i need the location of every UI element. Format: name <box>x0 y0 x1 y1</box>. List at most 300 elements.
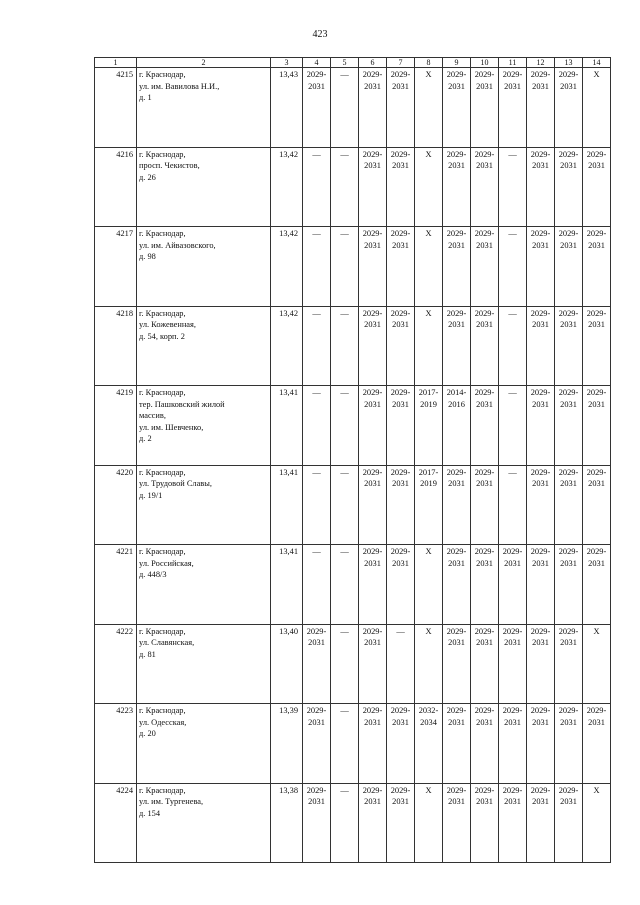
period-cell <box>331 465 359 545</box>
column-number-cell: 4 <box>303 58 331 68</box>
period-cell <box>499 306 527 386</box>
period-text: 2031 <box>392 240 409 250</box>
period-cell <box>555 227 583 307</box>
period-text: 2031 <box>532 638 549 648</box>
period-text: 2031 <box>532 479 549 489</box>
period-cell <box>387 386 415 466</box>
period-text: 2031 <box>588 399 605 409</box>
period-text: 2031 <box>392 558 409 568</box>
period-cell <box>303 465 331 545</box>
period-cell <box>471 227 499 307</box>
period-text: 2031 <box>560 81 577 91</box>
period-text: 2031 <box>504 558 521 568</box>
period-cell <box>387 227 415 307</box>
period-text: 2031 <box>476 717 493 727</box>
period-text: 2031 <box>560 717 577 727</box>
period-cell <box>331 386 359 466</box>
address-line: д. 448/3 <box>139 570 167 580</box>
period-text: 2031 <box>560 797 577 807</box>
period-cell <box>555 386 583 466</box>
period-cell <box>415 147 443 227</box>
period-cell <box>583 306 611 386</box>
period-text: 2031 <box>448 797 465 807</box>
period-text: — <box>396 626 405 636</box>
period-cell <box>555 545 583 625</box>
period-text: 2031 <box>532 81 549 91</box>
period-text: 2031 <box>392 161 409 171</box>
address-line: тер. Пашковский жилой <box>139 399 225 409</box>
address-line: ул. Славянская, <box>139 638 195 648</box>
period-text: 2029- <box>558 706 579 715</box>
period-text: 2031 <box>448 320 465 330</box>
period-cell <box>303 68 331 148</box>
period-text: 2029- <box>390 547 411 556</box>
period-cell <box>387 68 415 148</box>
address-line: г. Краснодар, <box>139 785 186 795</box>
address-line: д. 19/1 <box>139 490 163 500</box>
period-text: 2031 <box>392 320 409 330</box>
period-cell <box>303 545 331 625</box>
address-line: г. Краснодар, <box>139 229 186 238</box>
period-text: X <box>425 547 432 556</box>
period-cell <box>583 465 611 545</box>
period-text: 2029- <box>586 149 607 159</box>
address-line: г. Краснодар, <box>139 149 186 159</box>
period-text: 2029- <box>474 785 495 795</box>
period-text: 2019 <box>420 479 437 489</box>
period-text: 2029- <box>530 547 551 556</box>
period-text: 2031 <box>448 558 465 568</box>
address-line: ул. им. Шевченко, <box>139 422 204 432</box>
period-cell <box>583 386 611 466</box>
period-text: 2029- <box>530 626 551 636</box>
period-text: — <box>340 308 349 318</box>
period-text: 2029- <box>446 467 467 477</box>
period-text: 2029- <box>474 308 495 318</box>
column-number-cell: 12 <box>527 58 555 68</box>
period-cell <box>583 227 611 307</box>
period-cell <box>555 783 583 863</box>
table-row <box>95 783 611 863</box>
table-row <box>95 147 611 227</box>
column-number-row <box>95 58 611 68</box>
address-line: г. Краснодар, <box>139 70 186 79</box>
period-text: 2029- <box>586 467 607 477</box>
period-cell <box>527 465 555 545</box>
address-line: д. 20 <box>139 729 156 739</box>
period-cell <box>499 465 527 545</box>
period-text: 2029- <box>502 70 523 79</box>
period-text: 2031 <box>364 717 381 727</box>
table-row <box>95 386 611 466</box>
period-cell <box>527 704 555 784</box>
column-number-cell: 6 <box>359 58 387 68</box>
period-cell <box>443 624 471 704</box>
period-cell <box>387 624 415 704</box>
period-text: 2029- <box>446 626 467 636</box>
period-cell <box>471 386 499 466</box>
period-text: 2032- <box>418 706 439 715</box>
period-cell <box>443 147 471 227</box>
period-text: — <box>508 388 517 397</box>
period-text: 2029- <box>474 706 495 715</box>
period-cell <box>387 147 415 227</box>
address-cell <box>137 783 271 863</box>
column-number-cell: 10 <box>471 58 499 68</box>
period-cell <box>359 783 387 863</box>
value-cell: 13,40 <box>271 624 303 704</box>
period-text: 2031 <box>448 717 465 727</box>
period-text: 2031 <box>364 240 381 250</box>
period-text: 2031 <box>532 399 549 409</box>
record-number-cell: 4223 <box>95 704 137 784</box>
period-text: 2031 <box>560 320 577 330</box>
period-cell <box>443 386 471 466</box>
period-text: 2031 <box>476 240 493 250</box>
period-cell <box>443 68 471 148</box>
period-text: 2029- <box>586 229 607 238</box>
period-cell <box>499 783 527 863</box>
period-text: 2031 <box>364 558 381 568</box>
period-text: 2029- <box>446 547 467 556</box>
period-cell <box>527 783 555 863</box>
address-cell <box>137 465 271 545</box>
period-text: 2031 <box>588 558 605 568</box>
period-text: 2031 <box>476 797 493 807</box>
period-cell <box>303 386 331 466</box>
value-cell: 13,42 <box>271 227 303 307</box>
address-cell <box>137 386 271 466</box>
address-line: г. Краснодар, <box>139 467 186 477</box>
period-cell <box>527 386 555 466</box>
period-text: 2029- <box>362 785 383 795</box>
period-text: — <box>340 388 349 397</box>
period-text: 2031 <box>308 638 325 648</box>
period-cell <box>359 386 387 466</box>
address-line: г. Краснодар, <box>139 547 186 556</box>
page-number: 423 <box>312 29 328 40</box>
period-text: 2031 <box>476 320 493 330</box>
period-cell <box>359 147 387 227</box>
period-text: 2031 <box>476 558 493 568</box>
value-cell: 13,38 <box>271 783 303 863</box>
period-text: 2031 <box>364 399 381 409</box>
period-cell <box>415 624 443 704</box>
period-text: 2031 <box>504 638 521 648</box>
period-cell <box>527 545 555 625</box>
period-cell <box>443 545 471 625</box>
period-text: 2029- <box>474 467 495 477</box>
record-number-cell: 4222 <box>95 624 137 704</box>
period-text: — <box>312 467 321 477</box>
period-text: 2029- <box>558 229 579 238</box>
period-cell <box>499 227 527 307</box>
period-text: — <box>340 467 349 477</box>
period-cell <box>527 624 555 704</box>
address-line: ул. им. Вавилова Н.И., <box>139 81 220 91</box>
period-cell <box>527 68 555 148</box>
period-cell <box>527 227 555 307</box>
period-text: 2029- <box>558 467 579 477</box>
period-cell <box>555 68 583 148</box>
period-text: 2031 <box>448 81 465 91</box>
address-line: ул. Одесская, <box>139 717 187 727</box>
period-text: 2029- <box>530 308 551 318</box>
period-cell <box>303 624 331 704</box>
value-cell: 13,41 <box>271 386 303 466</box>
period-text: 2029- <box>362 308 383 318</box>
period-cell <box>303 704 331 784</box>
period-text: 2029- <box>390 706 411 715</box>
address-cell <box>137 624 271 704</box>
period-text: 2029- <box>446 149 467 159</box>
period-text: 2029- <box>558 626 579 636</box>
period-text: 2029- <box>362 229 383 238</box>
period-cell <box>331 783 359 863</box>
column-number-cell: 1 <box>95 58 137 68</box>
period-cell <box>331 147 359 227</box>
period-cell <box>303 783 331 863</box>
value-cell: 13,39 <box>271 704 303 784</box>
period-cell <box>415 783 443 863</box>
period-text: 2031 <box>560 240 577 250</box>
table-row <box>95 624 611 704</box>
period-text: 2031 <box>560 399 577 409</box>
period-text: 2029- <box>474 229 495 238</box>
period-text: 2029- <box>306 706 327 715</box>
period-text: 2019 <box>420 399 437 409</box>
period-text: 2029- <box>474 547 495 556</box>
period-text: 2029- <box>586 308 607 318</box>
period-text: 2031 <box>532 320 549 330</box>
period-text: 2029- <box>558 785 579 795</box>
period-text: — <box>340 229 349 238</box>
period-cell <box>555 624 583 704</box>
value-cell: 13,42 <box>271 147 303 227</box>
period-text: X <box>425 149 432 159</box>
period-text: 2031 <box>364 161 381 171</box>
period-cell <box>303 306 331 386</box>
period-cell <box>443 306 471 386</box>
period-cell <box>583 783 611 863</box>
register-table <box>94 57 611 863</box>
period-text: 2029- <box>502 706 523 715</box>
period-text: 2031 <box>588 479 605 489</box>
period-text: 2031 <box>476 638 493 648</box>
address-line: г. Краснодар, <box>139 308 186 318</box>
period-cell <box>471 306 499 386</box>
address-line: ул. Российская, <box>139 558 194 568</box>
address-cell <box>137 147 271 227</box>
period-text: 2029- <box>446 308 467 318</box>
period-text: 2031 <box>504 81 521 91</box>
record-number-cell: 4220 <box>95 465 137 545</box>
period-cell <box>443 783 471 863</box>
period-cell <box>471 68 499 148</box>
period-cell <box>359 624 387 704</box>
period-text: 2031 <box>448 240 465 250</box>
period-text: 2031 <box>532 161 549 171</box>
period-text: — <box>340 785 349 795</box>
period-text: 2029- <box>390 308 411 318</box>
period-text: 2017- <box>418 388 439 397</box>
column-number-cell: 11 <box>499 58 527 68</box>
period-cell <box>331 545 359 625</box>
period-cell <box>443 465 471 545</box>
address-line: д. 81 <box>139 649 156 659</box>
period-text: 2031 <box>364 81 381 91</box>
period-text: — <box>340 149 349 159</box>
period-text: 2029- <box>390 70 411 79</box>
table-row <box>95 465 611 545</box>
period-cell <box>303 147 331 227</box>
period-text: 2031 <box>504 717 521 727</box>
column-number-cell: 3 <box>271 58 303 68</box>
record-number-cell: 4217 <box>95 227 137 307</box>
period-text: 2029- <box>502 626 523 636</box>
period-cell <box>471 465 499 545</box>
period-cell <box>415 545 443 625</box>
period-cell <box>499 147 527 227</box>
period-text: — <box>340 706 349 715</box>
period-cell <box>555 306 583 386</box>
period-text: 2031 <box>392 399 409 409</box>
record-number-cell: 4215 <box>95 68 137 148</box>
period-cell <box>359 545 387 625</box>
period-text: 2031 <box>448 638 465 648</box>
period-text: X <box>593 785 600 795</box>
period-text: — <box>340 547 349 556</box>
period-cell <box>583 147 611 227</box>
period-text: 2029- <box>362 547 383 556</box>
address-line: г. Краснодар, <box>139 626 186 636</box>
column-number-cell: 9 <box>443 58 471 68</box>
period-text: X <box>425 626 432 636</box>
address-line: ул. им. Айвазовского, <box>139 240 216 250</box>
period-text: 2031 <box>364 479 381 489</box>
address-line: д. 98 <box>139 252 156 262</box>
period-text: 2029- <box>474 388 495 397</box>
period-text: 2016 <box>448 399 465 409</box>
period-text: 2014- <box>446 388 467 397</box>
period-text: — <box>508 149 517 159</box>
period-text: 2031 <box>448 479 465 489</box>
period-text: 2029- <box>362 70 383 79</box>
period-cell <box>415 306 443 386</box>
address-cell <box>137 68 271 148</box>
period-text: 2029- <box>390 388 411 397</box>
period-text: 2029- <box>530 229 551 238</box>
period-text: — <box>312 229 321 238</box>
address-line: г. Краснодар, <box>139 706 186 715</box>
period-text: 2031 <box>532 797 549 807</box>
column-number-cell: 13 <box>555 58 583 68</box>
period-text: 2029- <box>530 388 551 397</box>
value-cell: 13,41 <box>271 545 303 625</box>
column-number-cell: 8 <box>415 58 443 68</box>
period-text: 2029- <box>446 229 467 238</box>
period-text: X <box>425 229 432 238</box>
period-text: 2029- <box>558 308 579 318</box>
address-line: ул. им. Тургенева, <box>139 797 204 807</box>
period-text: 2029- <box>530 706 551 715</box>
period-cell <box>387 306 415 386</box>
column-number-cell: 7 <box>387 58 415 68</box>
period-cell <box>359 465 387 545</box>
period-text: 2031 <box>560 638 577 648</box>
value-cell: 13,42 <box>271 306 303 386</box>
record-number-cell: 4216 <box>95 147 137 227</box>
period-cell <box>583 545 611 625</box>
period-text: X <box>425 308 432 318</box>
period-cell <box>415 704 443 784</box>
period-text: 2031 <box>560 558 577 568</box>
period-text: — <box>508 308 517 318</box>
period-text: — <box>508 467 517 477</box>
period-text: 2029- <box>474 70 495 79</box>
period-text: 2031 <box>364 320 381 330</box>
table-row <box>95 545 611 625</box>
period-text: 2029- <box>558 70 579 79</box>
period-text: 2031 <box>364 638 381 648</box>
period-text: — <box>340 70 349 79</box>
period-cell <box>583 624 611 704</box>
period-text: 2029- <box>530 467 551 477</box>
period-text: 2031 <box>392 479 409 489</box>
period-text: 2029- <box>446 785 467 795</box>
period-text: 2031 <box>392 81 409 91</box>
period-cell <box>359 704 387 784</box>
period-cell <box>471 624 499 704</box>
table-row <box>95 227 611 307</box>
period-text: 2031 <box>532 558 549 568</box>
period-cell <box>499 386 527 466</box>
address-line: массив, <box>139 411 166 421</box>
column-number-cell: 5 <box>331 58 359 68</box>
period-text: 2031 <box>476 161 493 171</box>
record-number-cell: 4221 <box>95 545 137 625</box>
period-text: 2031 <box>504 797 521 807</box>
period-cell <box>555 147 583 227</box>
period-text: 2029- <box>446 706 467 715</box>
period-cell <box>359 227 387 307</box>
period-text: 2029- <box>530 70 551 79</box>
period-text: 2031 <box>532 240 549 250</box>
period-text: 2029- <box>586 547 607 556</box>
address-line: д. 1 <box>139 93 152 103</box>
period-text: 2029- <box>558 388 579 397</box>
period-text: 2029- <box>586 706 607 715</box>
period-cell <box>527 147 555 227</box>
value-cell: 13,41 <box>271 465 303 545</box>
period-text: 2029- <box>390 785 411 795</box>
period-cell <box>415 465 443 545</box>
table-row <box>95 704 611 784</box>
table-row <box>95 68 611 148</box>
address-line: д. 26 <box>139 172 156 182</box>
period-cell <box>415 227 443 307</box>
period-text: 2031 <box>392 717 409 727</box>
period-cell <box>471 704 499 784</box>
period-text: 2031 <box>392 797 409 807</box>
period-text: 2029- <box>586 388 607 397</box>
period-text: 2029- <box>502 785 523 795</box>
period-cell <box>443 704 471 784</box>
period-text: 2029- <box>362 706 383 715</box>
period-text: 2029- <box>306 626 327 636</box>
period-text: X <box>593 70 600 79</box>
period-cell <box>443 227 471 307</box>
